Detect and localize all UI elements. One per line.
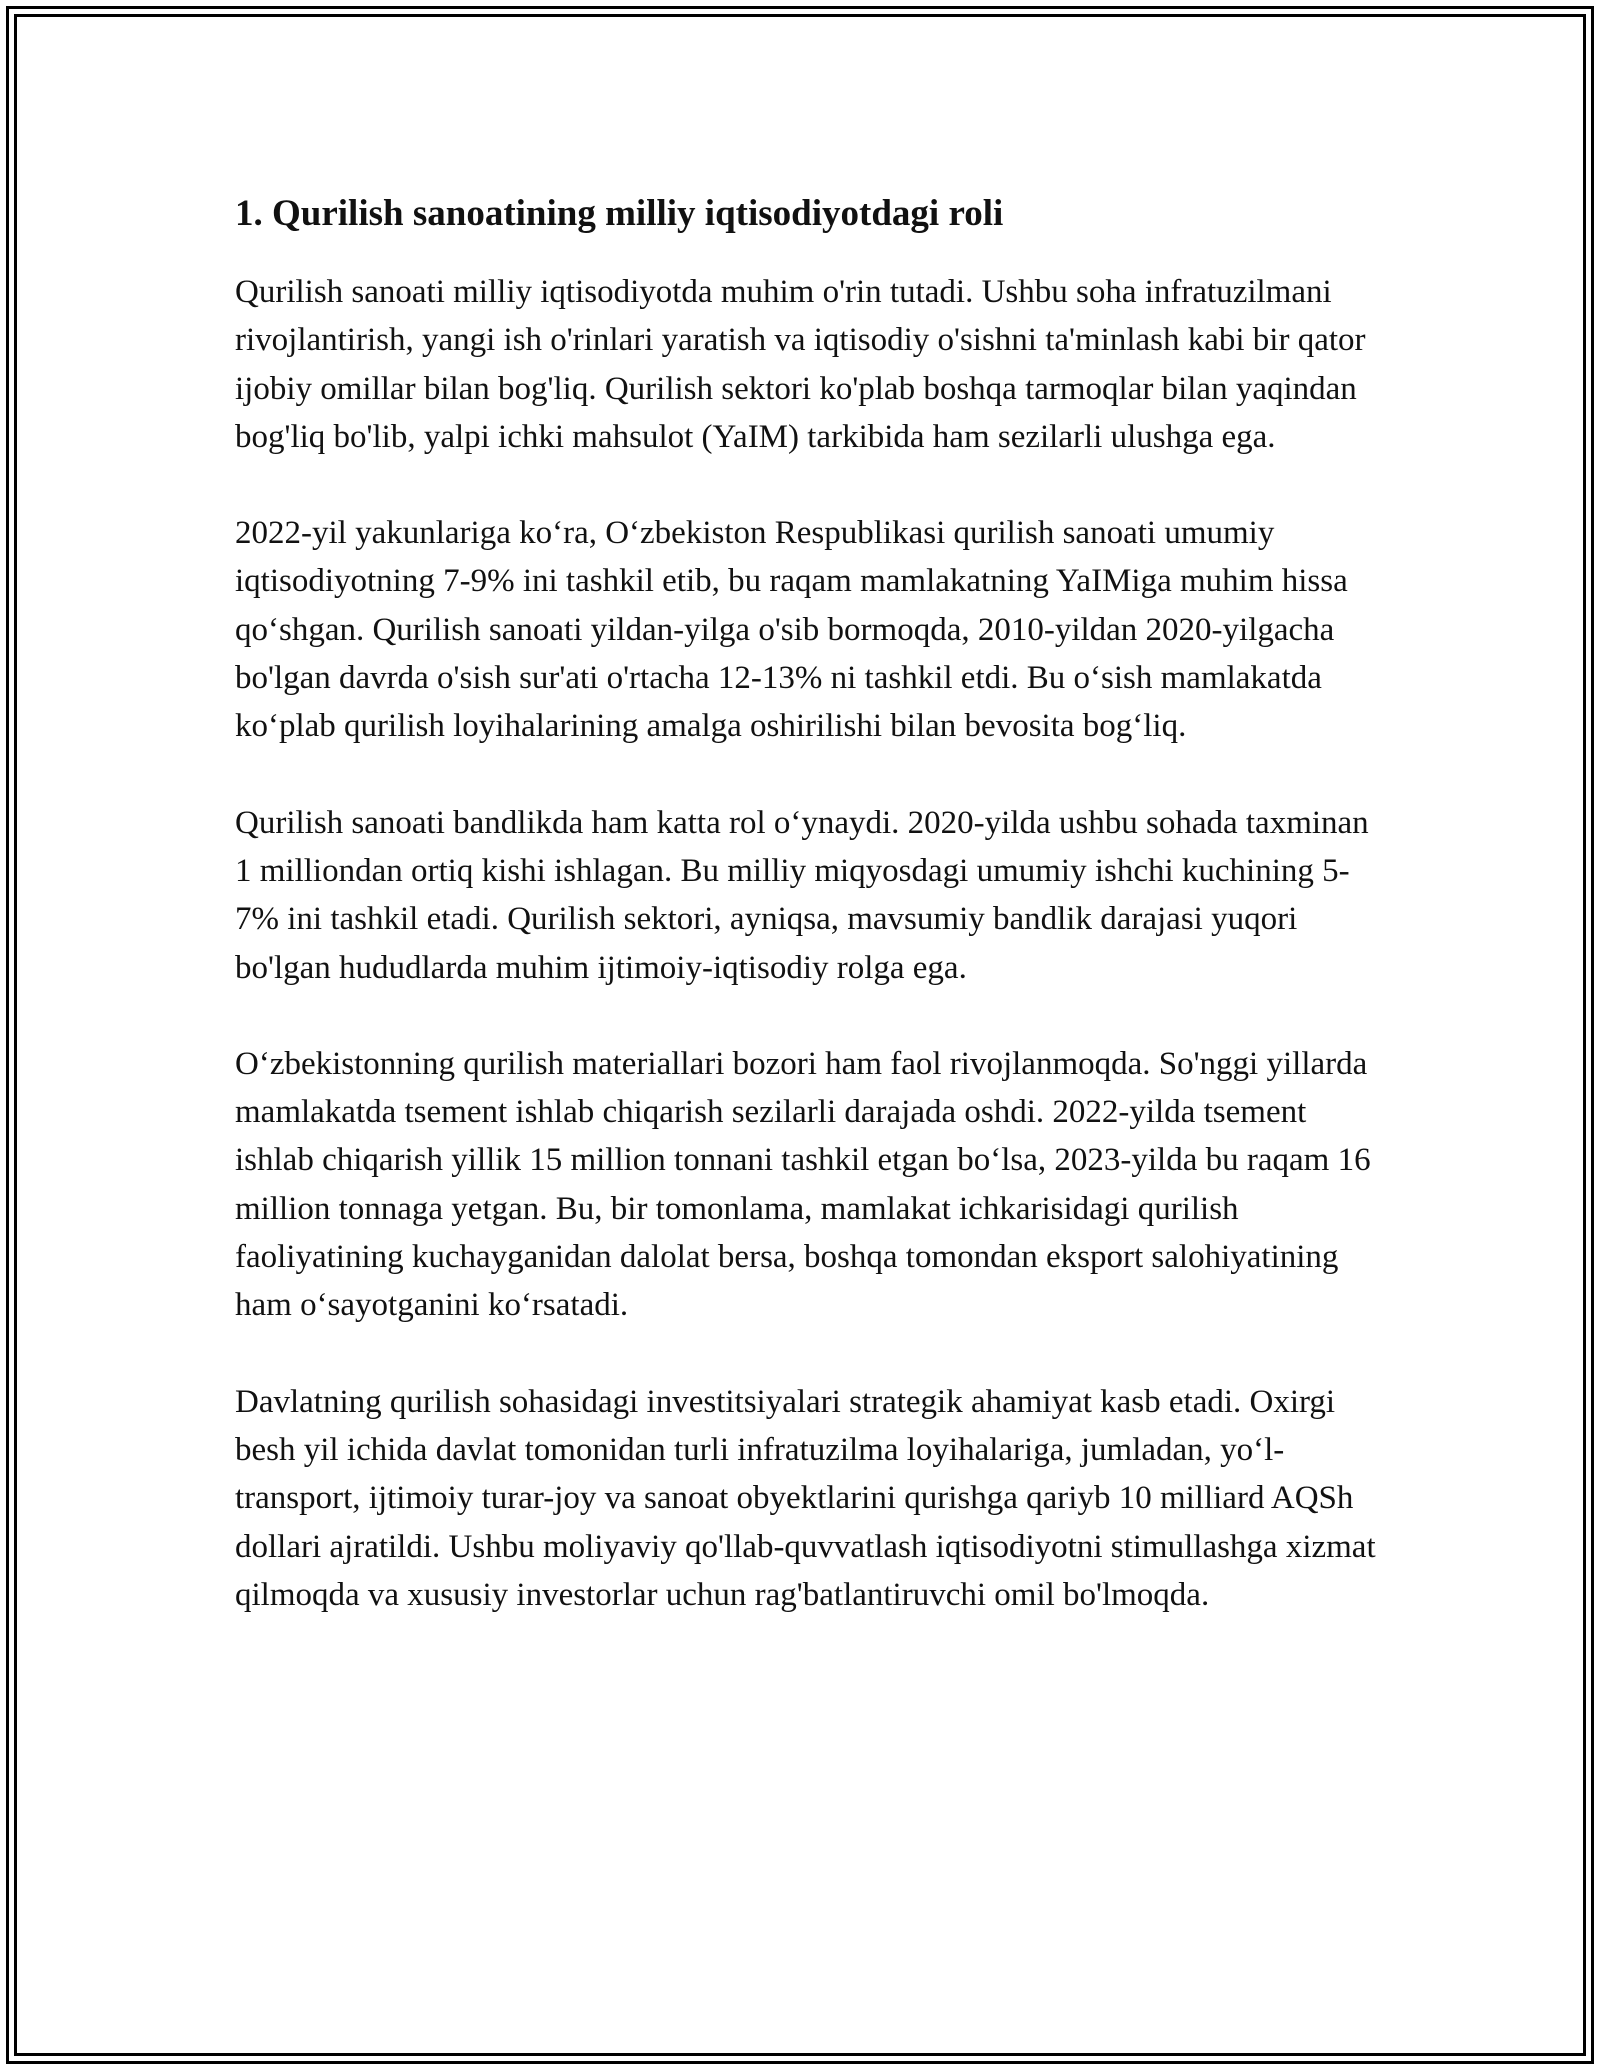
- section-heading: 1. Qurilish sanoatining milliy iqtisodiyotdagi roli: [235, 193, 1004, 234]
- paragraph-materials-market: O‘zbekistonning qurilish materiallari bozori ham faol rivojlanmoqda. So'nggi yillarda mamlakatda tsement ishlab chiqarish sezilarli darajada oshdi. 2022-yilda tsement ishlab chiqarish yillik 15 million tonnani tashkil etgan bo‘lsa, 2023-yilda bu raqam 16 million tonnaga yetgan. Bu, bir tomonlama, mamlakat ichkarisidagi qurilish faoliyatining kuchayganidan dalolat bersa, boshqa tomondan eksport salohiyatining ham o‘sayotganini ko‘rsatadi.: [235, 1045, 1371, 1324]
- paragraph-employment: Qurilish sanoati bandlikda ham katta rol o‘ynaydi. 2020-yilda ushbu sohada taxminan 1 milliondan ortiq kishi ishlagan. Bu milliy miqyosdagi umumiy ishchi kuchining 5-7% ini tashkil etadi. Qurilish sektori, ayniqsa, mavsumiy bandlik darajasi yuqori bo'lgan hududlarda muhim ijtimoiy-iqtisodiy rolga ega.: [235, 804, 1369, 986]
- paragraph-gdp-share: 2022-yil yakunlariga ko‘ra, O‘zbekiston Respublikasi qurilish sanoati umumiy iqtisodiyotning 7-9% ini tashkil etib, bu raqam mamlakatning YaIMiga muhim hissa qo‘shgan. Qurilish sanoati yildan-yilga o'sib bormoqda, 2010-yildan 2020-yilgacha bo'lgan davrda o'sish sur'ati o'rtacha 12-13% ni tashkil etdi. Bu o‘sish mamlakatda ko‘plab qurilish loyihalarining amalga oshirilishi bilan bevosita bog‘liq.: [235, 515, 1348, 745]
- paragraph-state-investment: Davlatning qurilish sohasidagi investitsiyalari strategik ahamiyat kasb etadi. Oxirgi besh yil ichida davlat tomonidan turli infratuzilma loyihalariga, jumladan, yo‘l-transport, ijtimoiy turar-joy va sanoat obyektlarini qurishga qariyb 10 milliard AQSh dollari ajratildi. Ushbu moliyaviy qo'llab-quvvatlash iqtisodiyotni stimullashga xizmat qilmoqda va xususiy investorlar uchun rag'batlantiruvchi omil bo'lmoqda.: [235, 1383, 1376, 1613]
- paragraph-role-overview: Qurilish sanoati milliy iqtisodiyotda muhim o'rin tutadi. Ushbu soha infratuzilmani rivojlantirish, yangi ish o'rinlari yaratish va iqtisodiy o'sishni ta'minlash kabi bir qator ijobiy omillar bilan bog'liq. Qurilish sektori ko'plab boshqa tarmoqlar bilan yaqindan bog'liq bo'lib, yalpi ichki mahsulot (YaIM) tarkibida ham sezilarli ulushga ega.: [235, 274, 1366, 455]
- document-body: [235, 190, 1385, 1667]
